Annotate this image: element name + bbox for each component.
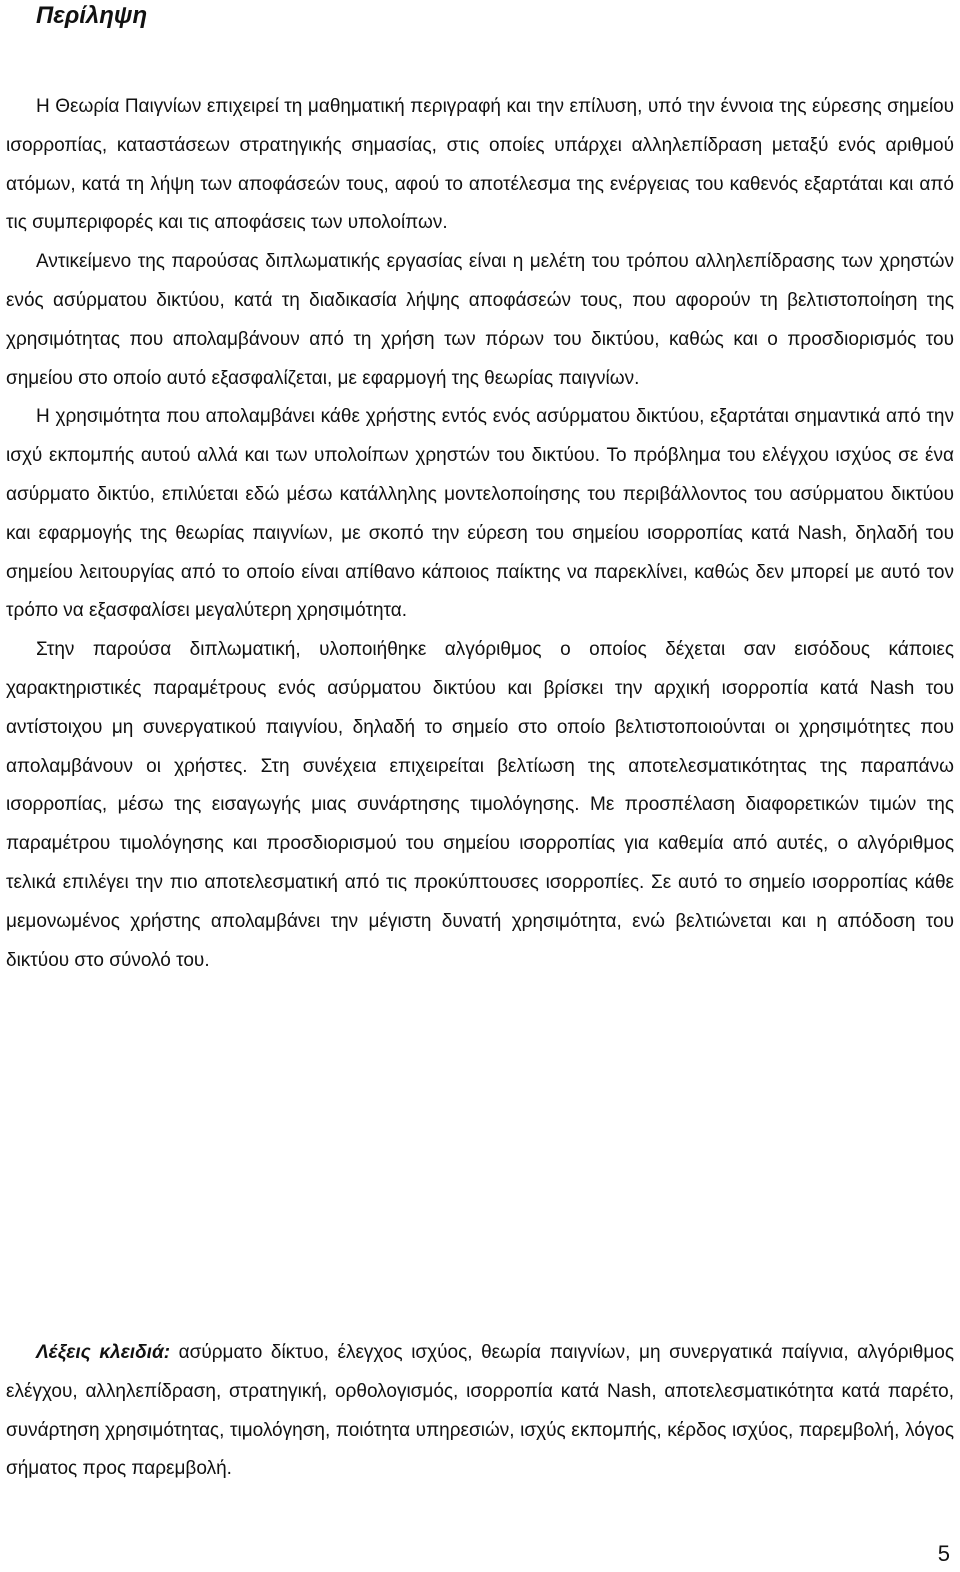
abstract-body [6,88,954,980]
abstract-paragraph-2: Αντικείμενο της παρούσας διπλωματικής εργασίας είναι η μελέτη του τρόπου αλληλεπίδρασης των χρηστών ενός ασύρματου δικτύου, κατά τη διαδικασία λήψης αποφάσεών τους, που αφορούν τη βελτιστοποίηση της χρησιμότητας που απολαμβάνουν από τη χρήση των πόρων του δικτύου, καθώς και ο προσδιορισμός του σημείου στο οποίο αυτό εξασφαλίζεται, με εφαρμογή της θεωρίας παιγνίων. [6,251,954,389]
keywords-section [6,1334,954,1489]
page-number: 5 [937,1541,950,1566]
keywords-list: ασύρματο δίκτυο, έλεγχος ισχύος, θεωρία παιγνίων, μη συνεργατικά παίγνια, αλγόριθμος ελέγχου, αλληλεπίδραση, στρατηγική, ορθολογισμός, ισορροπία κατά Nash, αποτελεσματικότητα κατά παρέτο, συνάρτηση χρησιμότητας, τιμολόγηση, ποιότητα υπηρεσιών, ισχύς εκπομπής, κέρδος ισχύος, παρεμβολή, λόγος σήματος προς παρεμβολή. [6,1342,955,1480]
abstract-paragraph-3: Η χρησιμότητα που απολαμβάνει κάθε χρήστης εντός ενός ασύρματου δικτύου, εξαρτάται σημαντικά από την ισχύ εκπομπής αυτού αλλά και των υπολοίπων χρηστών του δικτύου. Το πρόβλημα του ελέγχου ισχύος σε ένα ασύρματο δικτύο, επιλύεται εδώ μέσω κατάλληλης μοντελοποίησης του περιβάλλοντος του ασύρματου δικτύου και εφαρμογής της θεωρίας παιγνίων, με σκοπό την εύρεση του σημείου ισορροπίας κατά Nash, δηλαδή του σημείου λειτουργίας από το οποίο είναι απίθανο κάποιος παίκτης να παρεκλίνει, καθώς δεν μπορεί με αυτό τον τρόπο να εξασφαλίσει μεγαλύτερη χρησιμότητα. [6,406,954,622]
keywords-label: Λέξεις κλειδιά: [36,1342,171,1363]
abstract-paragraph-1: Η Θεωρία Παιγνίων επιχειρεί τη μαθηματική περιγραφή και την επίλυση, υπό την έννοια της εύρεσης σημείου ισορροπίας, καταστάσεων στρατηγικής σημασίας, στις οποίες υπάρχει αλληλεπίδραση μεταξύ ενός αριθμού ατόμων, κατά τη λήψη των αποφάσεών τους, αφού το αποτέλεσμα της ενέργειας του καθενός εξαρτάται και από τις συμπεριφορές και τις αποφάσεις των υπολοίπων. [6,96,954,234]
abstract-paragraph-4: Στην παρούσα διπλωματική, υλοποιήθηκε αλγόριθμος ο οποίος δέχεται σαν εισόδους κάποιες χαρακτηριστικές παραμέτρους ενός ασύρματου δικτύου και βρίσκει την αρχική ισορροπία κατά Nash του αντίστοιχου μη συνεργατικού παιγνίου, δηλαδή το σημείο στο οποίο βελτιστοποιούνται οι χρησιμότητες που απολαμβάνουν οι χρήστες. Στη συνέχεια επιχειρείται βελτίωση της αποτελεσματικότητας της παραπάνω ισορροπίας, μέσω της εισαγωγής μιας συνάρτησης τιμολόγησης. Με προσπέλαση διαφορετικών τιμών της παραμέτρου τιμολόγησης και προσδιορισμού του σημείου ισορροπίας για καθεμία από αυτές, ο αλγόριθμος τελικά επιλέγει την πιο αποτελεσματική από τις προκύπτουσες ισορροπίες. Σε αυτό το σημείο ισορροπίας κάθε μεμονωμένος χρήστης απολαμβάνει την μέγιστη δυνατή χρησιμότητα, ενώ βελτιώνεται και η απόδοση του δικτύου στο σύνολό του. [6,639,954,971]
page-title: Περίληψη [36,2,148,29]
